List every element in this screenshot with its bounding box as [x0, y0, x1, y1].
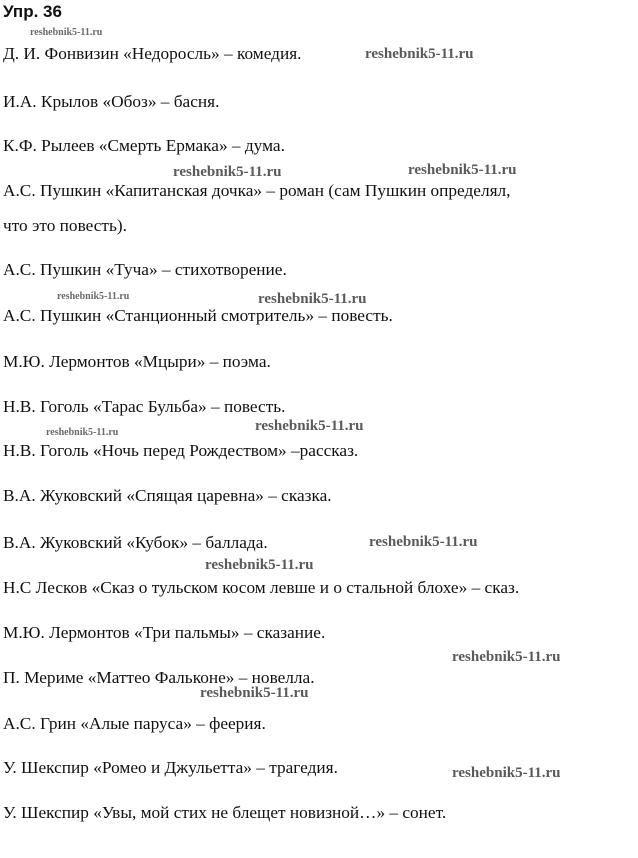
watermark: reshebnik5-11.ru — [408, 162, 517, 178]
watermark: reshebnik5-11.ru — [452, 649, 561, 665]
watermark: reshebnik5-11.ru — [365, 46, 474, 62]
watermark: reshebnik5-11.ru — [200, 685, 309, 701]
watermark: reshebnik5-11.ru — [57, 291, 130, 302]
text-line: Н.С Лесков «Сказ о тульском косом левше и о стальной блохе» – сказ. — [3, 578, 520, 597]
watermark: reshebnik5-11.ru — [205, 557, 314, 573]
text-line: П. Мериме «Маттео Фальконе» – новелла. — [3, 668, 315, 687]
text-line: М.Ю. Лермонтов «Мцыри» – поэма. — [3, 352, 271, 371]
text-line: Н.В. Гоголь «Ночь перед Рождеством» –рассказ. — [3, 441, 359, 460]
watermark: reshebnik5-11.ru — [258, 291, 367, 307]
text-line: что это повесть). — [3, 216, 127, 235]
text-line: А.С. Грин «Алые паруса» – феерия. — [3, 714, 266, 733]
text-line: И.А. Крылов «Обоз» – басня. — [3, 92, 220, 111]
text-line: А.С. Пушкин «Станционный смотритель» – повесть. — [3, 306, 393, 325]
text-line: Н.В. Гоголь «Тарас Бульба» – повесть. — [3, 397, 286, 416]
exercise-title: Упр. 36 — [3, 2, 62, 21]
text-line: У. Шекспир «Ромео и Джульетта» – трагедия. — [3, 758, 338, 777]
watermark: reshebnik5-11.ru — [173, 164, 282, 180]
text-line: В.А. Жуковский «Кубок» – баллада. — [3, 533, 268, 552]
text-line: У. Шекспир «Увы, мой стих не блещет новизной…» – сонет. — [3, 803, 447, 822]
watermark: reshebnik5-11.ru — [369, 534, 478, 550]
watermark: reshebnik5-11.ru — [255, 418, 364, 434]
watermark: reshebnik5-11.ru — [452, 765, 561, 781]
watermark: reshebnik5-11.ru — [30, 27, 103, 38]
watermark: reshebnik5-11.ru — [46, 427, 119, 438]
text-line: М.Ю. Лермонтов «Три пальмы» – сказание. — [3, 623, 326, 642]
text-line: А.С. Пушкин «Туча» – стихотворение. — [3, 260, 287, 279]
text-line: Д. И. Фонвизин «Недоросль» – комедия. — [3, 44, 302, 63]
text-line: К.Ф. Рылеев «Смерть Ермака» – дума. — [3, 136, 285, 155]
text-line: А.С. Пушкин «Капитанская дочка» – роман (сам Пушкин определял, — [3, 181, 511, 200]
text-line: В.А. Жуковский «Спящая царевна» – сказка. — [3, 486, 332, 505]
